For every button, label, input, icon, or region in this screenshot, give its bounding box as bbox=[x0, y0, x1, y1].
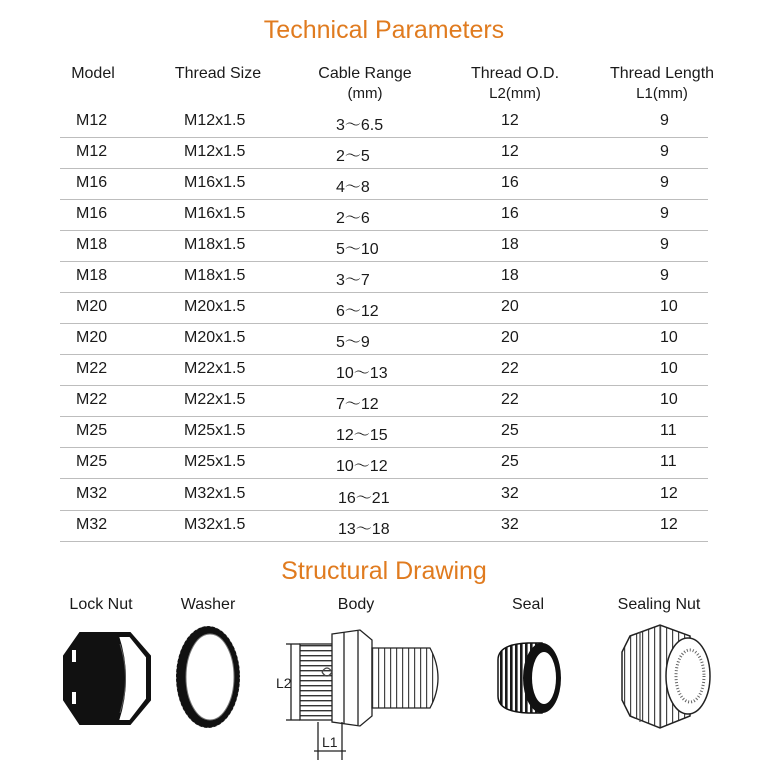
technical-parameters-title: Technical Parameters bbox=[263, 16, 505, 44]
cell-thread-size: M32x1.5 bbox=[184, 485, 246, 502]
cell-thread-size: M25x1.5 bbox=[184, 453, 246, 470]
cell-thread-od: 22 bbox=[501, 360, 519, 377]
cell-model: M22 bbox=[76, 391, 108, 408]
cell-model: M32 bbox=[76, 516, 108, 533]
cell-cable-range: 4～8 bbox=[336, 179, 370, 196]
cell-thread-size: M16x1.5 bbox=[184, 205, 246, 222]
cell-cable-range: 5～10 bbox=[336, 241, 379, 258]
cell-thread-length: 9 bbox=[660, 112, 669, 129]
cell-thread-length: 10 bbox=[660, 298, 678, 315]
cell-model: M20 bbox=[76, 329, 108, 346]
dimension-l2-label: L2 bbox=[276, 675, 292, 691]
cell-thread-size: M12x1.5 bbox=[184, 112, 246, 129]
cell-thread-length: 9 bbox=[660, 236, 669, 253]
cell-thread-od: 20 bbox=[501, 298, 519, 315]
cell-model: M12 bbox=[76, 143, 108, 160]
header-thread-size: Thread Size bbox=[174, 65, 262, 82]
cell-model: M25 bbox=[76, 453, 108, 470]
cell-thread-od: 12 bbox=[501, 143, 519, 160]
cell-thread-od: 18 bbox=[501, 267, 519, 284]
cell-thread-od: 25 bbox=[501, 453, 519, 470]
header-thread-od-label: Thread O.D. bbox=[470, 65, 560, 82]
cell-cable-range: 16～21 bbox=[338, 490, 390, 507]
cell-cable-range: 12～15 bbox=[336, 427, 388, 444]
dimension-l1-label: L1 bbox=[322, 734, 338, 750]
header-cable-range-unit: (mm) bbox=[347, 85, 383, 102]
cell-thread-length: 9 bbox=[660, 205, 669, 222]
cell-thread-length: 10 bbox=[660, 329, 678, 346]
cell-thread-length: 9 bbox=[660, 267, 669, 284]
header-cable-range-label: Cable Range bbox=[318, 65, 412, 82]
cell-thread-size: M12x1.5 bbox=[184, 143, 246, 160]
cell-thread-size: M20x1.5 bbox=[184, 298, 246, 315]
cell-cable-range: 6～12 bbox=[336, 303, 379, 320]
label-lock-nut: Lock Nut bbox=[69, 596, 133, 613]
cell-thread-length: 10 bbox=[660, 360, 678, 377]
washer-icon bbox=[176, 626, 240, 728]
cell-thread-size: M22x1.5 bbox=[184, 391, 246, 408]
label-seal: Seal bbox=[511, 596, 545, 613]
cell-thread-length: 12 bbox=[660, 485, 678, 502]
cell-thread-od: 16 bbox=[501, 174, 519, 191]
cell-thread-od: 18 bbox=[501, 236, 519, 253]
cell-model: M22 bbox=[76, 360, 108, 377]
cell-thread-length: 10 bbox=[660, 391, 678, 408]
cell-model: M16 bbox=[76, 174, 108, 191]
cell-thread-od: 12 bbox=[501, 112, 519, 129]
cell-thread-size: M18x1.5 bbox=[184, 236, 246, 253]
label-body: Body bbox=[337, 596, 375, 613]
cell-thread-size: M20x1.5 bbox=[184, 329, 246, 346]
lock-nut-icon bbox=[64, 633, 150, 724]
cell-model: M16 bbox=[76, 205, 108, 222]
cell-thread-od: 32 bbox=[501, 516, 519, 533]
header-model: Model bbox=[71, 65, 115, 82]
cell-cable-range: 3～7 bbox=[336, 272, 370, 289]
cell-cable-range: 2～6 bbox=[336, 210, 370, 227]
cell-cable-range: 10～12 bbox=[336, 458, 388, 475]
cell-thread-od: 25 bbox=[501, 422, 519, 439]
cell-thread-size: M22x1.5 bbox=[184, 360, 246, 377]
cell-thread-size: M25x1.5 bbox=[184, 422, 246, 439]
cell-cable-range: 13～18 bbox=[338, 521, 390, 538]
structural-drawing-title: Structural Drawing bbox=[281, 557, 487, 585]
header-thread-length-label: Thread Length bbox=[609, 65, 715, 82]
cell-thread-length: 11 bbox=[660, 453, 677, 470]
cell-thread-length: 9 bbox=[660, 174, 669, 191]
cell-thread-od: 32 bbox=[501, 485, 519, 502]
sealing-nut-icon bbox=[622, 625, 710, 728]
cell-cable-range: 5～9 bbox=[336, 334, 370, 351]
cell-model: M25 bbox=[76, 422, 108, 439]
cell-thread-length: 11 bbox=[660, 422, 677, 439]
header-thread-length-unit: L1(mm) bbox=[636, 85, 688, 102]
cell-thread-od: 22 bbox=[501, 391, 519, 408]
cell-thread-od: 20 bbox=[501, 329, 519, 346]
cell-model: M12 bbox=[76, 112, 108, 129]
cell-cable-range: 2～5 bbox=[336, 148, 370, 165]
label-sealing-nut: Sealing Nut bbox=[617, 596, 701, 613]
header-thread-od-unit: L2(mm) bbox=[489, 85, 541, 102]
seal-icon bbox=[498, 643, 561, 713]
cell-thread-od: 16 bbox=[501, 205, 519, 222]
body-icon bbox=[286, 630, 438, 760]
cell-thread-length: 9 bbox=[660, 143, 669, 160]
cell-thread-size: M16x1.5 bbox=[184, 174, 246, 191]
cell-cable-range: 3～6.5 bbox=[336, 117, 384, 134]
cell-cable-range: 7～12 bbox=[336, 396, 379, 413]
label-washer: Washer bbox=[180, 596, 236, 613]
cell-thread-length: 12 bbox=[660, 516, 678, 533]
cell-thread-size: M32x1.5 bbox=[184, 516, 246, 533]
cell-cable-range: 10～13 bbox=[336, 365, 388, 382]
cell-model: M18 bbox=[76, 267, 108, 284]
cell-thread-size: M18x1.5 bbox=[184, 267, 246, 284]
cell-model: M20 bbox=[76, 298, 108, 315]
cell-model: M18 bbox=[76, 236, 108, 253]
cell-model: M32 bbox=[76, 485, 108, 502]
